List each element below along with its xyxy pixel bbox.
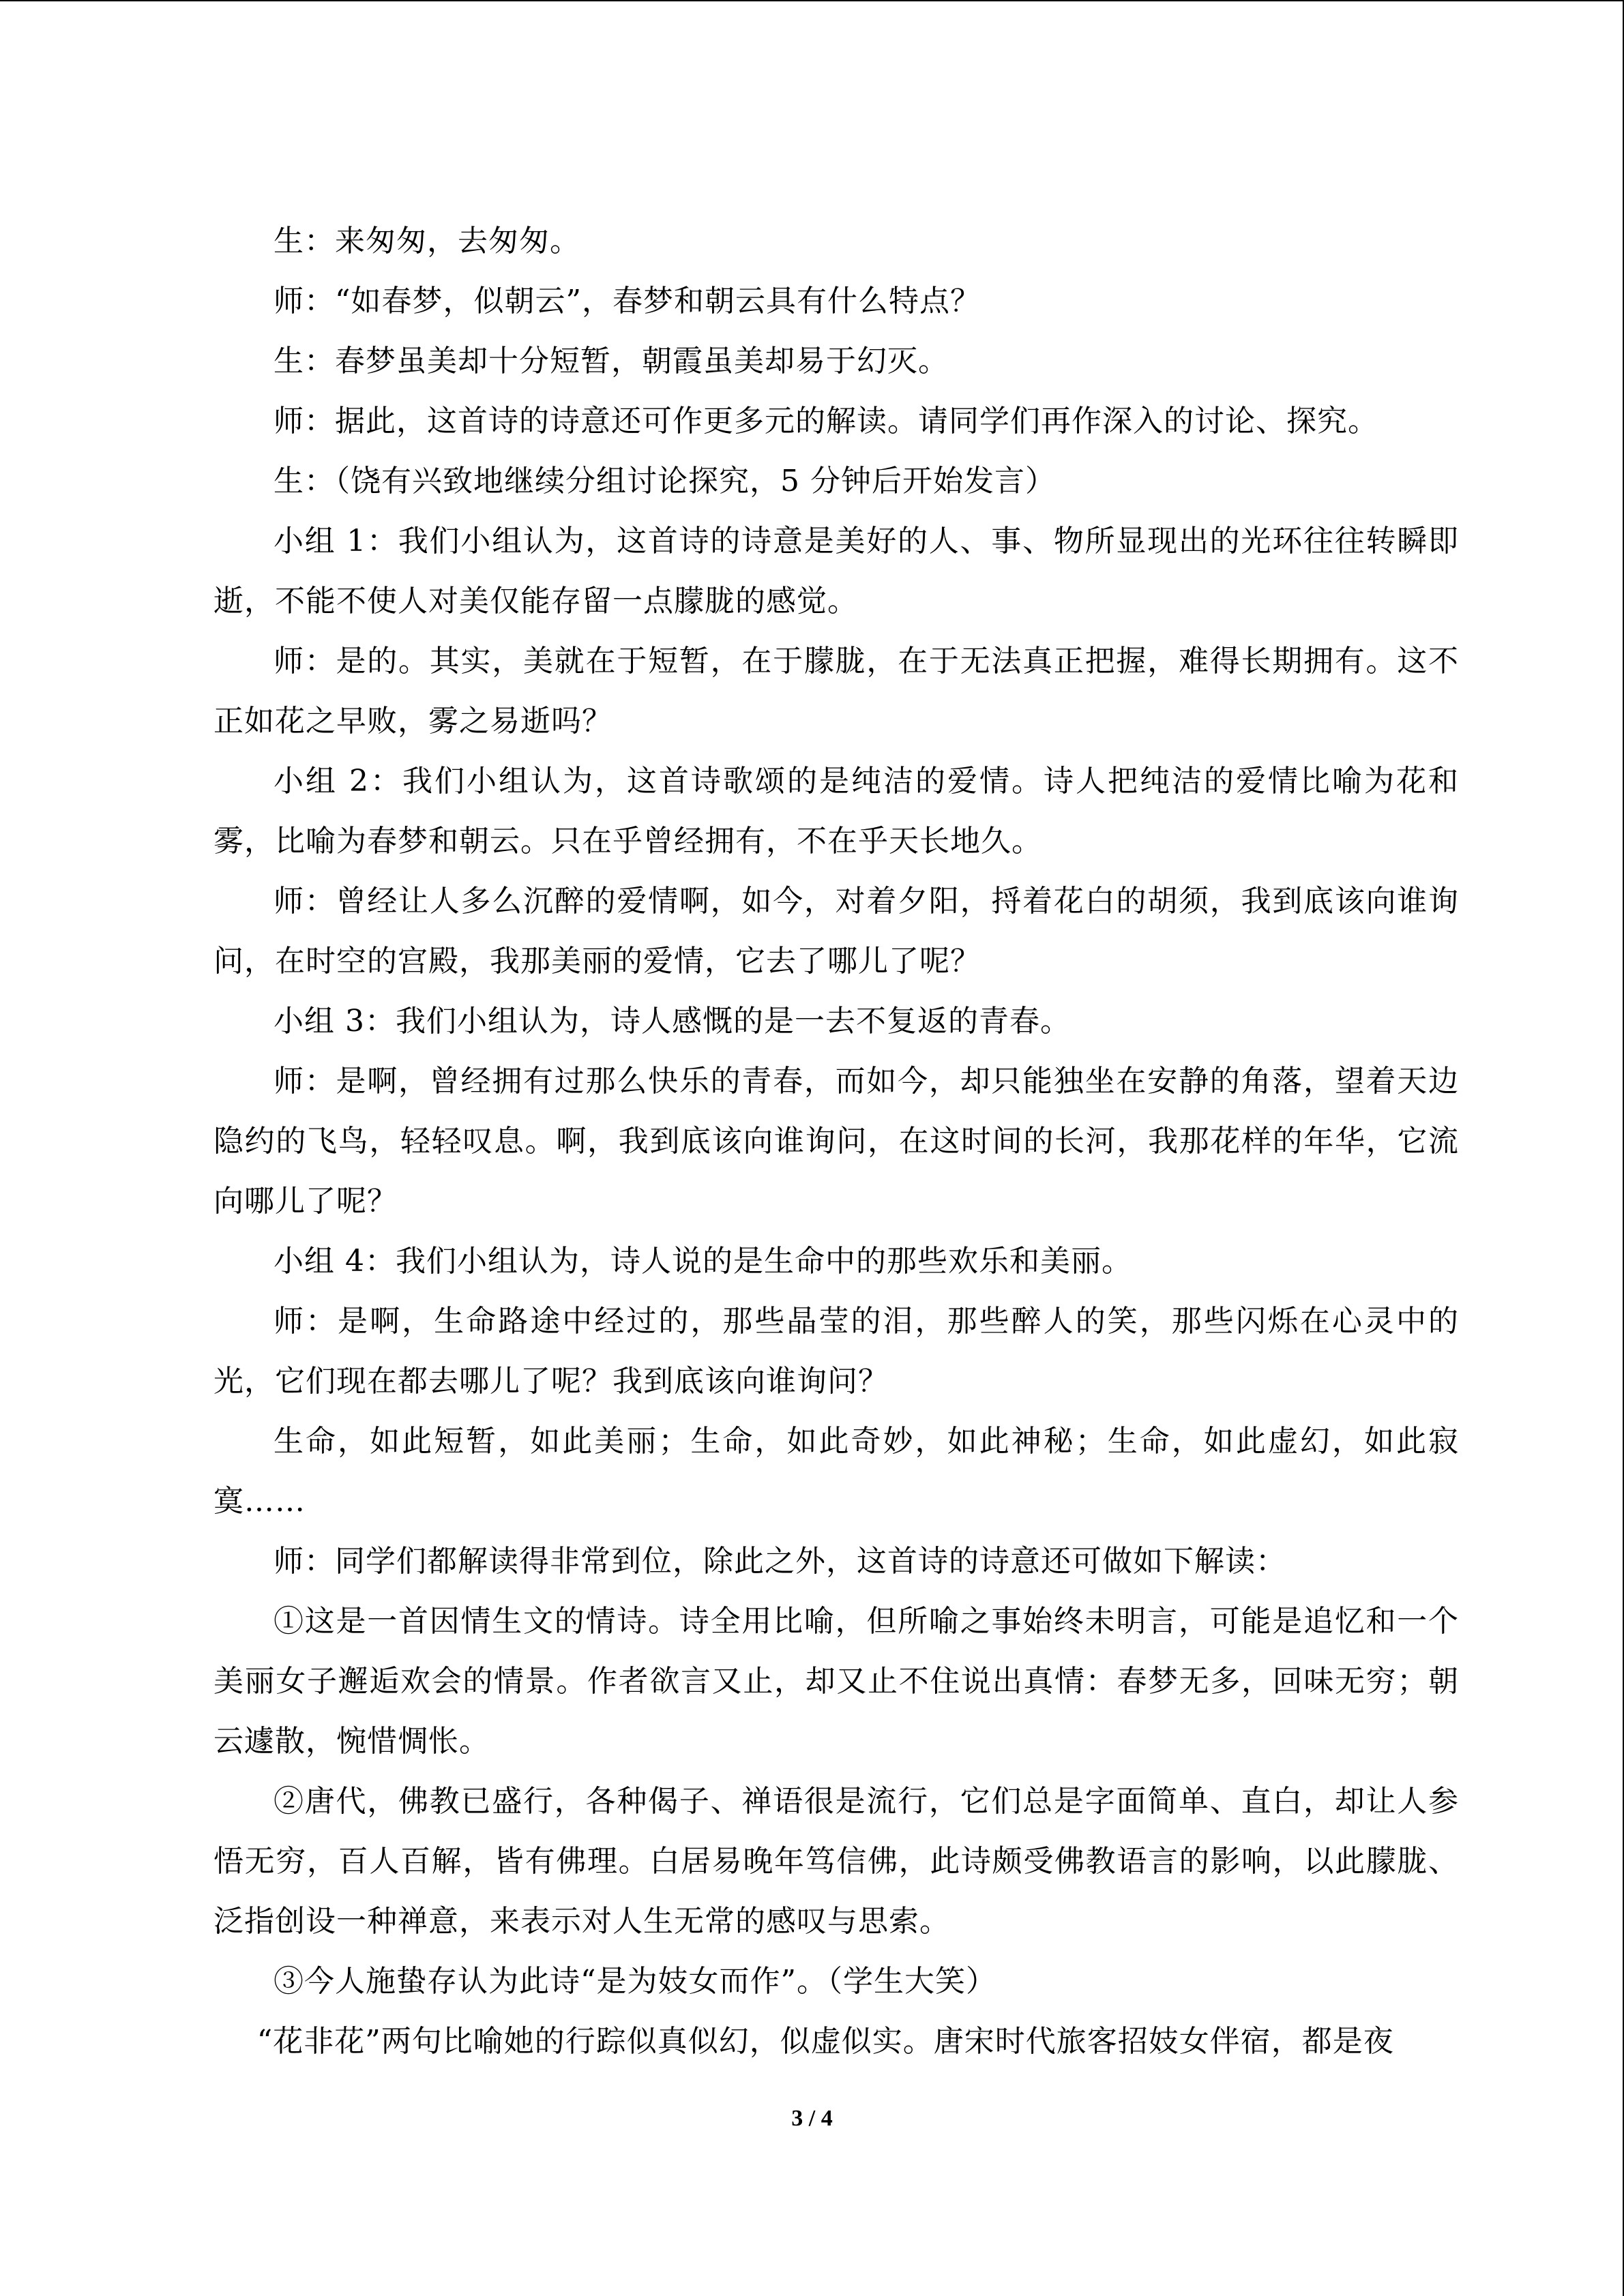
paragraph: 生：来匆匆，去匆匆。 <box>274 224 580 258</box>
paragraph: 师：是啊，生命路途中经过的，那些晶莹的泪，那些醉人的笑，那些闪烁在心灵中的光，它们现在都去哪儿了呢？我到底该向谁询问？ <box>213 1304 1459 1399</box>
paragraph: 师：同学们都解读得非常到位，除此之外，这首诗的诗意还可做如下解读： <box>274 1544 1286 1579</box>
paragraph: 小组 2：我们小组认为，这首诗歌颂的是纯洁的爱情。诗人把纯洁的爱情比喻为花和雾，比喻为春梦和朝云。只在乎曾经拥有，不在乎天长地久。 <box>213 764 1459 859</box>
paragraph: ②唐代，佛教已盛行，各种偈子、禅语很是流行，它们总是字面简单、直白，却让人参悟无穷，百人百解，皆有佛理。白居易晚年笃信佛，此诗颇受佛教语言的影响，以此朦胧、泛指创设一种禅意，来表示对人生无常的感叹与思索。 <box>213 1784 1459 1939</box>
paragraph: 师：据此，这首诗的诗意还可作更多元的解读。请同学们再作深入的讨论、探究。 <box>274 404 1378 438</box>
document-body <box>213 211 1459 2072</box>
paragraph: 小组 4：我们小组认为，诗人说的是生命中的那些欢乐和美丽。 <box>274 1244 1132 1279</box>
paragraph: 师：是啊，曾经拥有过那么快乐的青春，而如今，却只能独坐在安静的角落，望着天边隐约的飞鸟，轻轻叹息。啊，我到底该向谁询问，在这时间的长河，我那花样的年华，它流向哪儿了呢？ <box>213 1064 1459 1219</box>
paragraph: 生：（饶有兴致地继续分组讨论探究，5 分钟后开始发言） <box>274 464 1056 498</box>
paragraph: 生命，如此短暂，如此美丽；生命，如此奇妙，如此神秘；生命，如此虚幻，如此寂寞…… <box>213 1424 1459 1519</box>
paragraph: ①这是一首因情生文的情诗。诗全用比喻，但所喻之事始终未明言，可能是追忆和一个美丽女子邂逅欢会的情景。作者欲言又止，却又止不住说出真情：春梦无多，回味无穷；朝云遽散，惋惜惆怅。 <box>213 1604 1459 1759</box>
paragraph: 生：春梦虽美却十分短暂，朝霞虽美却易于幻灭。 <box>274 344 949 378</box>
paragraph: 小组 1：我们小组认为，这首诗的诗意是美好的人、事、物所显现出的光环往往转瞬即逝，不能不使人对美仅能存留一点朦胧的感觉。 <box>213 524 1459 618</box>
paragraph: ③今人施蛰存认为此诗“是为妓女而作”。（学生大笑） <box>274 1964 996 1999</box>
paragraph: 师：“如春梦，似朝云”，春梦和朝云具有什么特点？ <box>274 284 981 318</box>
paragraph: 师：曾经让人多么沉醉的爱情啊，如今，对着夕阳，捋着花白的胡须，我到底该向谁询问，在时空的宫殿，我那美丽的爱情，它去了哪儿了呢？ <box>213 884 1459 979</box>
paragraph: 小组 3：我们小组认为，诗人感慨的是一去不复返的青春。 <box>274 1004 1071 1039</box>
page-number: 3 / 4 <box>791 2106 833 2131</box>
paragraph: “花非花”两句比喻她的行踪似真似幻，似虚似实。唐宋时代旅客招妓女伴宿，都是夜 <box>256 2024 1394 2059</box>
paragraph: 师：是的。其实，美就在于短暂，在于朦胧，在于无法真正把握，难得长期拥有。这不正如花之早败，雾之易逝吗？ <box>213 644 1459 739</box>
